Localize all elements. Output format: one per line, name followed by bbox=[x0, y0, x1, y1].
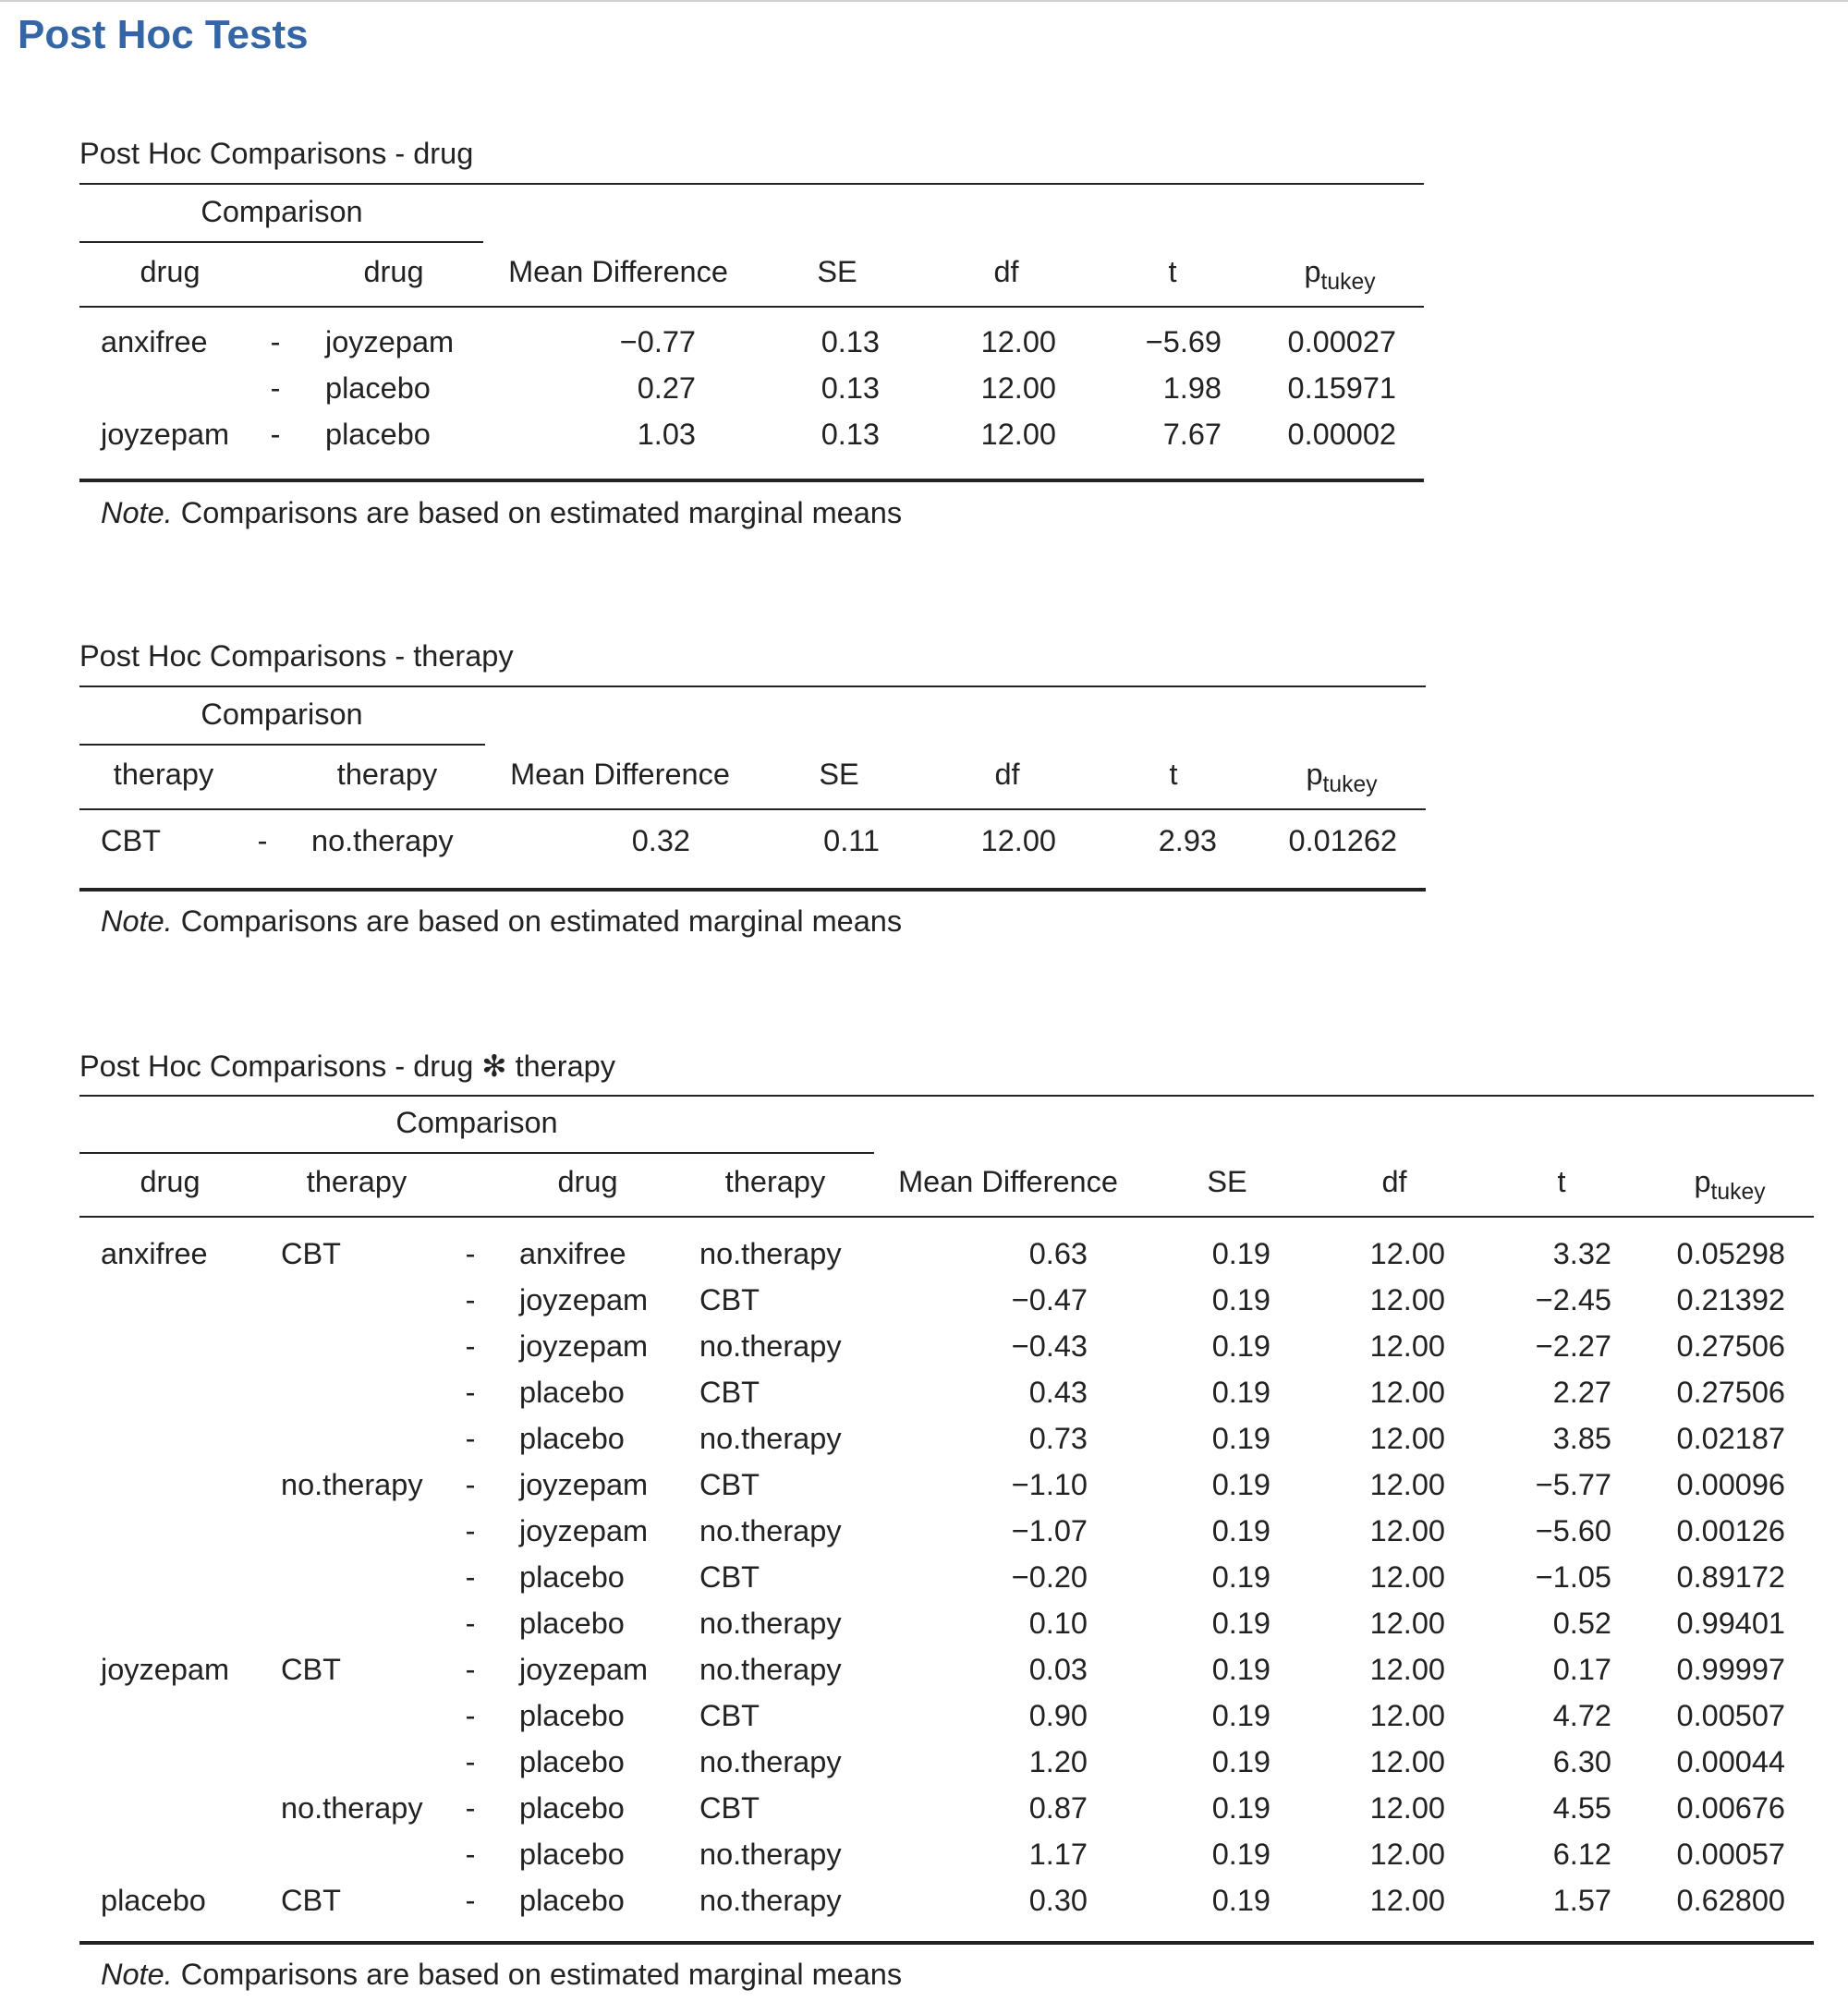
se-cell: 0.11 bbox=[823, 824, 880, 857]
header-rule bbox=[79, 306, 1424, 308]
se-cell: 0.19 bbox=[1211, 1838, 1270, 1871]
ptukey-cell: 0.21392 bbox=[1676, 1283, 1785, 1316]
column-header: SE bbox=[819, 758, 859, 791]
comparison-group-rule bbox=[79, 744, 485, 746]
column-header: Mean Difference bbox=[508, 255, 728, 288]
drug-cell: placebo bbox=[519, 1560, 625, 1594]
therapy-cell: no.therapy bbox=[699, 1237, 842, 1270]
se-cell: 0.19 bbox=[1211, 1699, 1270, 1732]
table-note: Note. Comparisons are based on estimated marginal means bbox=[101, 904, 903, 938]
comparison-group-rule bbox=[79, 1152, 874, 1154]
therapy-cell: no.therapy bbox=[699, 1884, 842, 1917]
column-header: t bbox=[1557, 1165, 1566, 1198]
ptukey-cell: 0.01262 bbox=[1288, 824, 1397, 857]
df-cell: 12.00 bbox=[1369, 1422, 1445, 1455]
column-header: drug bbox=[140, 255, 201, 288]
mean-difference-cell: 0.90 bbox=[1028, 1699, 1088, 1732]
ptukey-cell: 0.99401 bbox=[1676, 1607, 1785, 1640]
se-cell: 0.19 bbox=[1211, 1607, 1270, 1640]
se-cell: 0.19 bbox=[1211, 1329, 1270, 1363]
drug-cell: placebo bbox=[325, 418, 431, 451]
column-header: drug bbox=[363, 255, 424, 288]
therapy-cell: no.therapy bbox=[281, 1468, 423, 1501]
t-cell: −5.77 bbox=[1535, 1468, 1611, 1501]
se-cell: 0.19 bbox=[1211, 1560, 1270, 1594]
therapy-cell: no.therapy bbox=[311, 824, 454, 857]
t-cell: 3.85 bbox=[1552, 1422, 1611, 1455]
t-cell: 2.27 bbox=[1552, 1376, 1611, 1409]
se-cell: 0.19 bbox=[1211, 1653, 1270, 1686]
separator-dash: - bbox=[465, 1699, 476, 1732]
df-cell: 12.00 bbox=[1369, 1699, 1445, 1732]
df-cell: 12.00 bbox=[1369, 1560, 1445, 1594]
ptukey-cell: 0.00676 bbox=[1676, 1791, 1785, 1825]
posthoc-drug-table bbox=[79, 136, 1424, 542]
posthoc-drug-therapy-table bbox=[79, 1049, 1814, 2014]
se-cell: 0.19 bbox=[1211, 1745, 1270, 1778]
comparison-group-rule bbox=[79, 241, 483, 243]
separator-dash: - bbox=[465, 1653, 476, 1686]
df-cell: 12.00 bbox=[1369, 1745, 1445, 1778]
therapy-cell: CBT bbox=[281, 1237, 341, 1270]
df-cell: 12.00 bbox=[1369, 1514, 1445, 1547]
t-cell: 2.93 bbox=[1158, 824, 1217, 857]
ptukey-cell: 0.27506 bbox=[1676, 1376, 1785, 1409]
column-header: therapy bbox=[724, 1165, 826, 1198]
drug-cell: placebo bbox=[519, 1422, 625, 1455]
drug-cell: joyzepam bbox=[101, 1653, 230, 1686]
ptukey-cell: 0.00002 bbox=[1287, 418, 1396, 451]
column-header: Mean Difference bbox=[510, 758, 730, 791]
df-cell: 12.00 bbox=[1369, 1607, 1445, 1640]
t-cell: 4.55 bbox=[1552, 1791, 1611, 1825]
therapy-cell: CBT bbox=[281, 1653, 341, 1686]
mean-difference-cell: −0.77 bbox=[619, 325, 696, 358]
mean-difference-cell: 0.63 bbox=[1028, 1237, 1088, 1270]
column-header: SE bbox=[1207, 1165, 1247, 1198]
mean-difference-cell: 0.30 bbox=[1028, 1884, 1088, 1917]
drug-cell: joyzepam bbox=[519, 1283, 649, 1316]
df-cell: 12.00 bbox=[1369, 1791, 1445, 1825]
t-cell: 0.17 bbox=[1552, 1653, 1611, 1686]
therapy-cell: no.therapy bbox=[699, 1329, 842, 1363]
page-title: Post Hoc Tests bbox=[18, 12, 309, 57]
mean-difference-cell: 1.20 bbox=[1028, 1745, 1088, 1778]
header-rule bbox=[79, 1216, 1814, 1218]
column-header-ptukey: $p_{tukey}$ bbox=[1694, 1165, 1766, 1205]
top-divider bbox=[0, 0, 1848, 2]
se-cell: 0.19 bbox=[1211, 1237, 1270, 1270]
posthoc-therapy-table bbox=[79, 638, 1426, 980]
column-header: therapy bbox=[113, 758, 214, 791]
se-cell: 0.19 bbox=[1211, 1514, 1270, 1547]
table-note: Note. Comparisons are based on estimated marginal means bbox=[101, 496, 903, 529]
df-cell: 12.00 bbox=[1369, 1838, 1445, 1871]
df-cell: 12.00 bbox=[1369, 1237, 1445, 1270]
drug-cell: joyzepam bbox=[519, 1653, 649, 1686]
t-cell: 6.12 bbox=[1552, 1838, 1611, 1871]
df-cell: 12.00 bbox=[980, 418, 1056, 451]
se-cell: 0.19 bbox=[1211, 1376, 1270, 1409]
df-cell: 12.00 bbox=[1369, 1653, 1445, 1686]
separator-dash: - bbox=[257, 824, 268, 857]
t-cell: −1.05 bbox=[1535, 1560, 1611, 1594]
drug-cell: placebo bbox=[519, 1838, 625, 1871]
separator-dash: - bbox=[270, 418, 281, 451]
column-header: df bbox=[993, 255, 1019, 288]
mean-difference-cell: 0.32 bbox=[631, 824, 690, 857]
column-header: t bbox=[1169, 758, 1178, 791]
therapy-cell: CBT bbox=[699, 1283, 760, 1316]
drug-cell: joyzepam bbox=[519, 1468, 649, 1501]
column-header: SE bbox=[817, 255, 857, 288]
t-cell: 3.32 bbox=[1552, 1237, 1611, 1270]
drug-cell: joyzepam bbox=[519, 1514, 649, 1547]
drug-cell: joyzepam bbox=[101, 418, 230, 451]
se-cell: 0.19 bbox=[1211, 1422, 1270, 1455]
ptukey-cell: 0.89172 bbox=[1676, 1560, 1785, 1594]
df-cell: 12.00 bbox=[1369, 1376, 1445, 1409]
ptukey-cell: 0.62800 bbox=[1676, 1884, 1785, 1917]
ptukey-cell: 0.02187 bbox=[1676, 1422, 1785, 1455]
column-header: therapy bbox=[336, 758, 438, 791]
ptukey-cell: 0.99997 bbox=[1676, 1653, 1785, 1686]
t-cell: 6.30 bbox=[1552, 1745, 1611, 1778]
t-cell: −5.60 bbox=[1535, 1514, 1611, 1547]
table-title: Post Hoc Comparisons - therapy bbox=[79, 639, 514, 673]
drug-cell: placebo bbox=[519, 1745, 625, 1778]
drug-cell: placebo bbox=[325, 371, 431, 405]
table-bottom-rule bbox=[79, 479, 1424, 482]
therapy-cell: CBT bbox=[699, 1791, 760, 1825]
separator-dash: - bbox=[465, 1607, 476, 1640]
mean-difference-cell: −0.43 bbox=[1011, 1329, 1088, 1363]
separator-dash: - bbox=[465, 1884, 476, 1917]
ptukey-cell: 0.15971 bbox=[1287, 371, 1396, 405]
drug-cell: joyzepam bbox=[325, 325, 455, 358]
mean-difference-cell: −0.47 bbox=[1011, 1283, 1088, 1316]
ptukey-cell: 0.27506 bbox=[1676, 1329, 1785, 1363]
column-header: df bbox=[994, 758, 1020, 791]
df-cell: 12.00 bbox=[980, 371, 1056, 405]
column-header: therapy bbox=[306, 1165, 407, 1198]
se-cell: 0.19 bbox=[1211, 1791, 1270, 1825]
table-top-rule bbox=[79, 1095, 1814, 1097]
t-cell: 0.52 bbox=[1552, 1607, 1611, 1640]
therapy-cell: no.therapy bbox=[699, 1838, 842, 1871]
therapy-cell: CBT bbox=[699, 1376, 760, 1409]
t-cell: 4.72 bbox=[1552, 1699, 1611, 1732]
therapy-cell: CBT bbox=[699, 1468, 760, 1501]
comparison-group-header: Comparison bbox=[395, 1106, 558, 1139]
t-cell: 1.98 bbox=[1162, 371, 1222, 405]
table-title: Post Hoc Comparisons - drug ✻ therapy bbox=[79, 1049, 615, 1083]
t-cell: −2.45 bbox=[1535, 1283, 1611, 1316]
therapy-cell: CBT bbox=[699, 1699, 760, 1732]
separator-dash: - bbox=[465, 1791, 476, 1825]
df-cell: 12.00 bbox=[1369, 1884, 1445, 1917]
column-header-ptukey: $p_{tukey}$ bbox=[1304, 255, 1376, 295]
separator-dash: - bbox=[465, 1283, 476, 1316]
therapy-cell: CBT bbox=[699, 1560, 760, 1594]
therapy-cell: no.therapy bbox=[699, 1745, 842, 1778]
ptukey-cell: 0.00044 bbox=[1676, 1745, 1785, 1778]
table-top-rule bbox=[79, 685, 1426, 687]
se-cell: 0.13 bbox=[821, 418, 880, 451]
separator-dash: - bbox=[270, 371, 281, 405]
therapy-cell: no.therapy bbox=[699, 1653, 842, 1686]
drug-cell: joyzepam bbox=[519, 1329, 649, 1363]
drug-cell: placebo bbox=[519, 1884, 625, 1917]
ptukey-cell: 0.00027 bbox=[1287, 325, 1396, 358]
therapy-cell: CBT bbox=[281, 1884, 341, 1917]
drug-cell: placebo bbox=[101, 1884, 206, 1917]
therapy-cell: no.therapy bbox=[699, 1607, 842, 1640]
column-header: drug bbox=[140, 1165, 201, 1198]
separator-dash: - bbox=[465, 1376, 476, 1409]
table-note: Note. Comparisons are based on estimated marginal means bbox=[101, 1958, 903, 1991]
mean-difference-cell: 1.17 bbox=[1028, 1838, 1088, 1871]
drug-cell: placebo bbox=[519, 1699, 625, 1732]
therapy-cell: CBT bbox=[101, 824, 161, 857]
se-cell: 0.19 bbox=[1211, 1468, 1270, 1501]
table-title: Post Hoc Comparisons - drug bbox=[79, 137, 474, 170]
drug-cell: placebo bbox=[519, 1791, 625, 1825]
df-cell: 12.00 bbox=[1369, 1283, 1445, 1316]
separator-dash: - bbox=[270, 325, 281, 358]
table-bottom-rule bbox=[79, 888, 1426, 892]
drug-cell: anxifree bbox=[519, 1237, 626, 1270]
se-cell: 0.19 bbox=[1211, 1283, 1270, 1316]
mean-difference-cell: 0.03 bbox=[1028, 1653, 1088, 1686]
separator-dash: - bbox=[465, 1838, 476, 1871]
se-cell: 0.13 bbox=[821, 371, 880, 405]
separator-dash: - bbox=[465, 1745, 476, 1778]
mean-difference-cell: 0.43 bbox=[1028, 1376, 1088, 1409]
drug-cell: anxifree bbox=[101, 325, 208, 358]
ptukey-cell: 0.00057 bbox=[1676, 1838, 1785, 1871]
ptukey-cell: 0.00507 bbox=[1676, 1699, 1785, 1732]
therapy-cell: no.therapy bbox=[699, 1514, 842, 1547]
ptukey-cell: 0.00126 bbox=[1676, 1514, 1785, 1547]
t-cell: 7.67 bbox=[1162, 418, 1222, 451]
separator-dash: - bbox=[465, 1237, 476, 1270]
mean-difference-cell: −1.10 bbox=[1011, 1468, 1088, 1501]
mean-difference-cell: 0.27 bbox=[637, 371, 696, 405]
drug-cell: anxifree bbox=[101, 1237, 208, 1270]
column-header: t bbox=[1168, 255, 1177, 288]
t-cell: −2.27 bbox=[1535, 1329, 1611, 1363]
column-header: Mean Difference bbox=[898, 1165, 1118, 1198]
se-cell: 0.19 bbox=[1211, 1884, 1270, 1917]
ptukey-cell: 0.05298 bbox=[1676, 1237, 1785, 1270]
mean-difference-cell: −1.07 bbox=[1011, 1514, 1088, 1547]
mean-difference-cell: −0.20 bbox=[1011, 1560, 1088, 1594]
table-top-rule bbox=[79, 183, 1424, 185]
separator-dash: - bbox=[465, 1329, 476, 1363]
column-header: drug bbox=[557, 1165, 618, 1198]
df-cell: 12.00 bbox=[980, 325, 1056, 358]
se-cell: 0.13 bbox=[821, 325, 880, 358]
table-bottom-rule bbox=[79, 1941, 1814, 1945]
separator-dash: - bbox=[465, 1468, 476, 1501]
comparison-group-header: Comparison bbox=[201, 195, 363, 228]
column-header: df bbox=[1381, 1165, 1407, 1198]
df-cell: 12.00 bbox=[1369, 1329, 1445, 1363]
drug-cell: placebo bbox=[519, 1607, 625, 1640]
mean-difference-cell: 0.10 bbox=[1028, 1607, 1088, 1640]
df-cell: 12.00 bbox=[980, 824, 1056, 857]
mean-difference-cell: 0.73 bbox=[1028, 1422, 1088, 1455]
separator-dash: - bbox=[465, 1560, 476, 1594]
therapy-cell: no.therapy bbox=[699, 1422, 842, 1455]
mean-difference-cell: 0.87 bbox=[1028, 1791, 1088, 1825]
separator-dash: - bbox=[465, 1422, 476, 1455]
separator-dash: - bbox=[465, 1514, 476, 1547]
comparison-group-header: Comparison bbox=[201, 698, 363, 731]
t-cell: 1.57 bbox=[1552, 1884, 1611, 1917]
header-rule bbox=[79, 808, 1426, 810]
mean-difference-cell: 1.03 bbox=[637, 418, 696, 451]
df-cell: 12.00 bbox=[1369, 1468, 1445, 1501]
drug-cell: placebo bbox=[519, 1376, 625, 1409]
ptukey-cell: 0.00096 bbox=[1676, 1468, 1785, 1501]
t-cell: −5.69 bbox=[1145, 325, 1222, 358]
therapy-cell: no.therapy bbox=[281, 1791, 423, 1825]
column-header-ptukey: $p_{tukey}$ bbox=[1306, 758, 1378, 797]
